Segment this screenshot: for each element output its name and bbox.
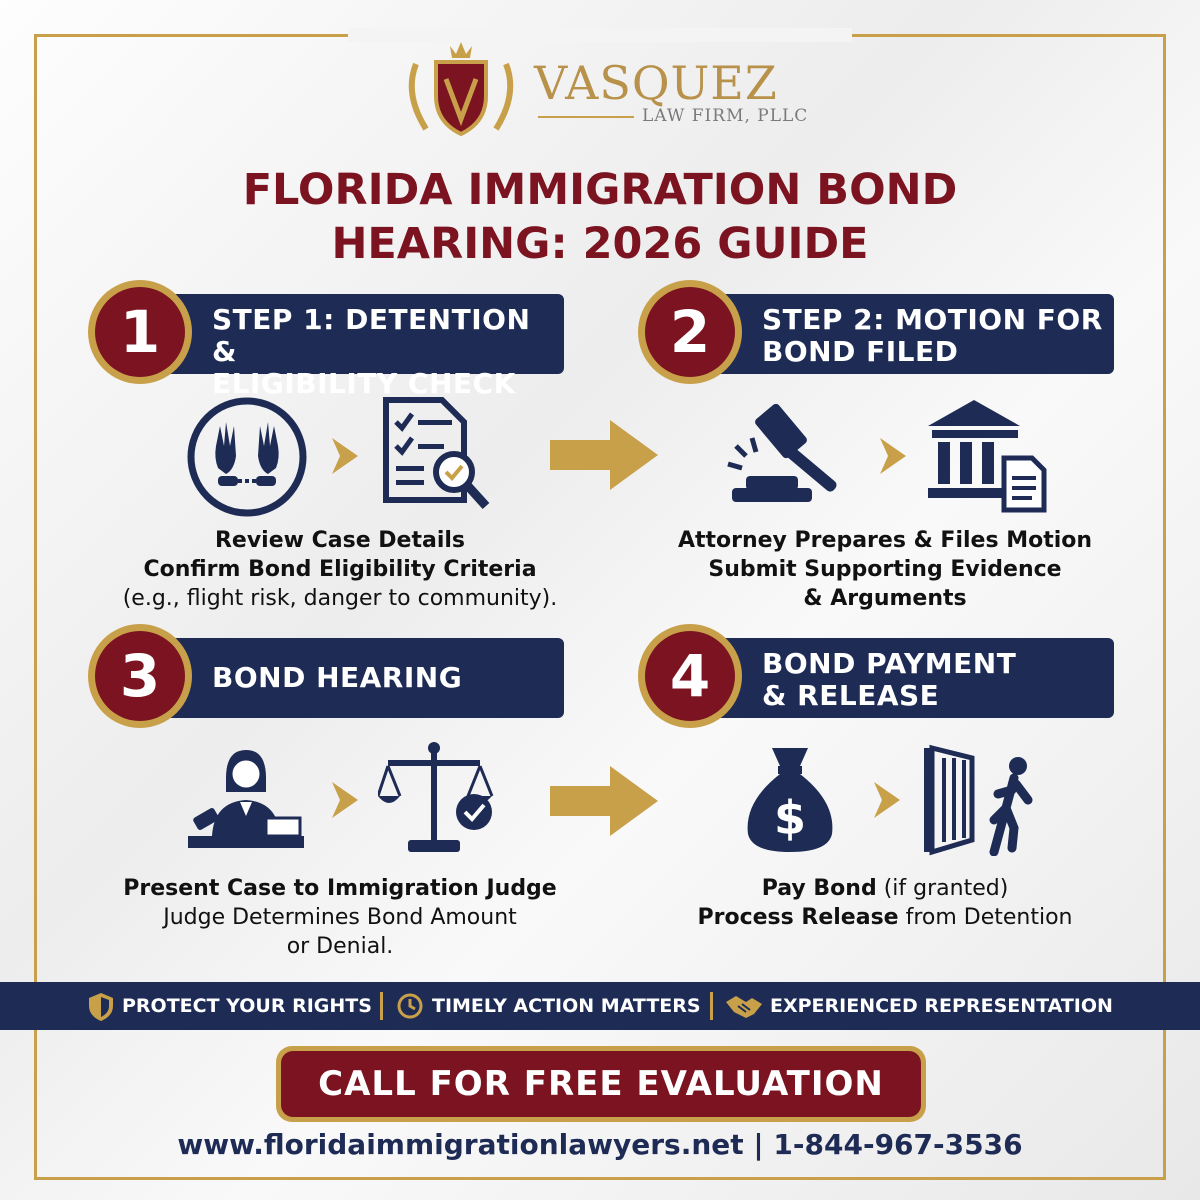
benefits-ribbon — [0, 982, 1200, 1030]
courthouse-document-icon — [924, 396, 1048, 514]
step-4-header — [638, 634, 1114, 720]
page-title-line2: HEARING: 2026 GUIDE — [331, 219, 869, 269]
step-4-badge: 4 — [638, 624, 742, 728]
crest-icon — [396, 34, 526, 144]
step-3-badge: 3 — [88, 624, 192, 728]
scales-check-icon — [378, 740, 498, 856]
step-2-header — [638, 290, 1114, 376]
handcuffed-hands-icon — [186, 396, 308, 518]
contact-info[interactable]: www.floridaimmigrationlawyers.net | 1-844-967-3536 — [177, 1128, 1023, 1161]
chevron-right-icon — [872, 780, 902, 820]
ribbon-item-timely: TIMELY ACTION MATTERS — [432, 995, 701, 1017]
firm-logo — [396, 34, 816, 144]
call-button[interactable] — [276, 1046, 926, 1122]
ribbon-item-rights: PROTECT YOUR RIGHTS — [122, 995, 372, 1017]
chevron-right-icon — [330, 436, 360, 476]
step-2-title-line1: STEP 2: MOTION FOR — [762, 303, 1103, 336]
call-button-label: CALL FOR FREE EVALUATION — [281, 1051, 921, 1117]
step-1-header — [88, 290, 564, 400]
svg-text:$: $ — [773, 791, 807, 845]
chevron-right-icon — [330, 780, 360, 820]
step-3-title: BOND HEARING — [212, 661, 463, 694]
arrow-right-icon — [550, 766, 660, 836]
chevron-right-icon — [878, 436, 908, 476]
step-2-title-line2: BOND FILED — [762, 335, 959, 368]
money-bag-icon — [740, 742, 840, 854]
arrow-right-icon — [550, 420, 660, 490]
ribbon-item-experienced: EXPERIENCED REPRESENTATION — [770, 995, 1113, 1017]
handshake-icon — [724, 992, 764, 1020]
brand-subtitle: LAW FIRM, PLLC — [642, 106, 809, 126]
step-1-badge: 1 — [88, 280, 192, 384]
step-3-header — [88, 634, 564, 720]
step-3-description: Present Case to Immigration Judge Judge Determines Bond Amount or Denial. — [123, 876, 557, 959]
judge-icon — [184, 742, 308, 854]
step-1-description: Review Case Details Confirm Bond Eligibility Criteria (e.g., flight risk, danger to community). — [122, 528, 558, 611]
page-title-line1: FLORIDA IMMIGRATION BOND — [242, 165, 958, 215]
gavel-icon — [722, 398, 860, 516]
step-4-title-line1: BOND PAYMENT — [762, 647, 1017, 680]
jail-exit-icon — [922, 744, 1044, 856]
clock-icon — [396, 992, 424, 1020]
step-4-description: Pay Bond (if granted) Process Release from Detention — [697, 876, 1073, 930]
step-4-title-line2: & RELEASE — [762, 679, 940, 712]
shield-icon — [88, 992, 114, 1022]
checklist-magnifier-icon — [380, 396, 496, 516]
brand-name: VASQUEZ — [534, 56, 778, 110]
step-1-title-line2: ELIGIBILITY CHECK — [212, 367, 516, 400]
step-2-badge: 2 — [638, 280, 742, 384]
step-1-title-line1: STEP 1: DETENTION & — [212, 303, 531, 368]
step-2-description: Attorney Prepares & Files Motion Submit Supporting Evidence & Arguments — [677, 528, 1093, 611]
